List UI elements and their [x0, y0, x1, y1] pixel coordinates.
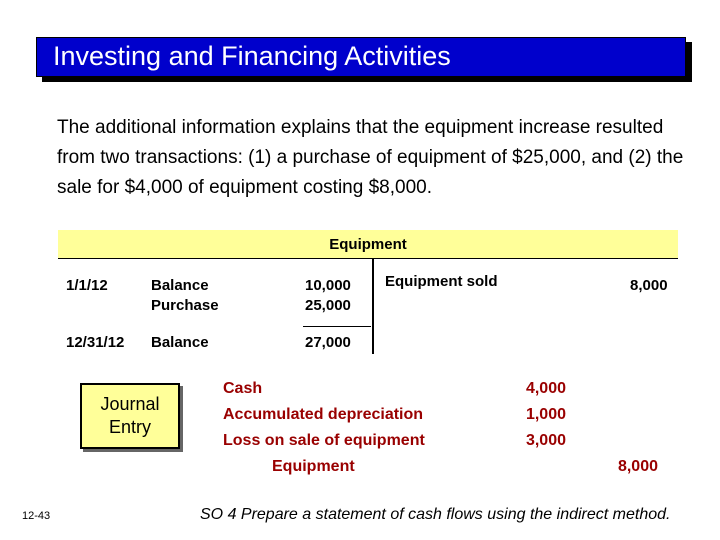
- ledger-credit-amount: 8,000: [630, 277, 668, 294]
- ledger-amount: 10,000: [305, 277, 351, 294]
- ledger-amount: 27,000: [305, 334, 351, 351]
- ledger-amount: 25,000: [305, 297, 351, 314]
- je-account: Equipment: [272, 458, 355, 475]
- je-debit: 1,000: [525, 406, 566, 423]
- journal-entry-label: [80, 383, 180, 449]
- ledger-date: 1/1/12: [66, 277, 108, 294]
- ledger-description: Balance: [151, 334, 209, 351]
- study-objective-footer: SO 4 Prepare a statement of cash flows using the indirect method.: [200, 506, 671, 523]
- ledger-description: Balance: [151, 277, 209, 294]
- je-credit: 8,000: [617, 458, 658, 475]
- page-title: Investing and Financing Activities: [53, 41, 451, 71]
- journal-entry-label-line2: Entry: [108, 417, 151, 437]
- ledger-account-title: Equipment: [58, 230, 678, 260]
- je-debit: 4,000: [525, 380, 566, 397]
- slide-number: 12-43: [22, 510, 51, 522]
- je-account: Cash: [223, 380, 263, 397]
- je-debit: 3,000: [525, 432, 566, 449]
- je-account: Loss on sale of equipment: [223, 432, 425, 449]
- title-banner: [36, 37, 686, 77]
- ledger-divider: [372, 258, 374, 354]
- journal-entry-label-line1: Journal: [100, 394, 160, 414]
- ledger-credit-description: Equipment sold: [385, 273, 498, 290]
- ledger-date: 12/31/12: [66, 334, 125, 351]
- ledger-subtotal-rule: [303, 326, 371, 327]
- je-account: Accumulated depreciation: [223, 406, 424, 423]
- intro-paragraph: The additional information explains that the equipment increase resulted from two transactions: (1) a purchase of equipment of $25,000, and (2) the sale for $4,000 of equipment costing $8,000.: [57, 117, 684, 198]
- ledger-description: Purchase: [151, 297, 219, 314]
